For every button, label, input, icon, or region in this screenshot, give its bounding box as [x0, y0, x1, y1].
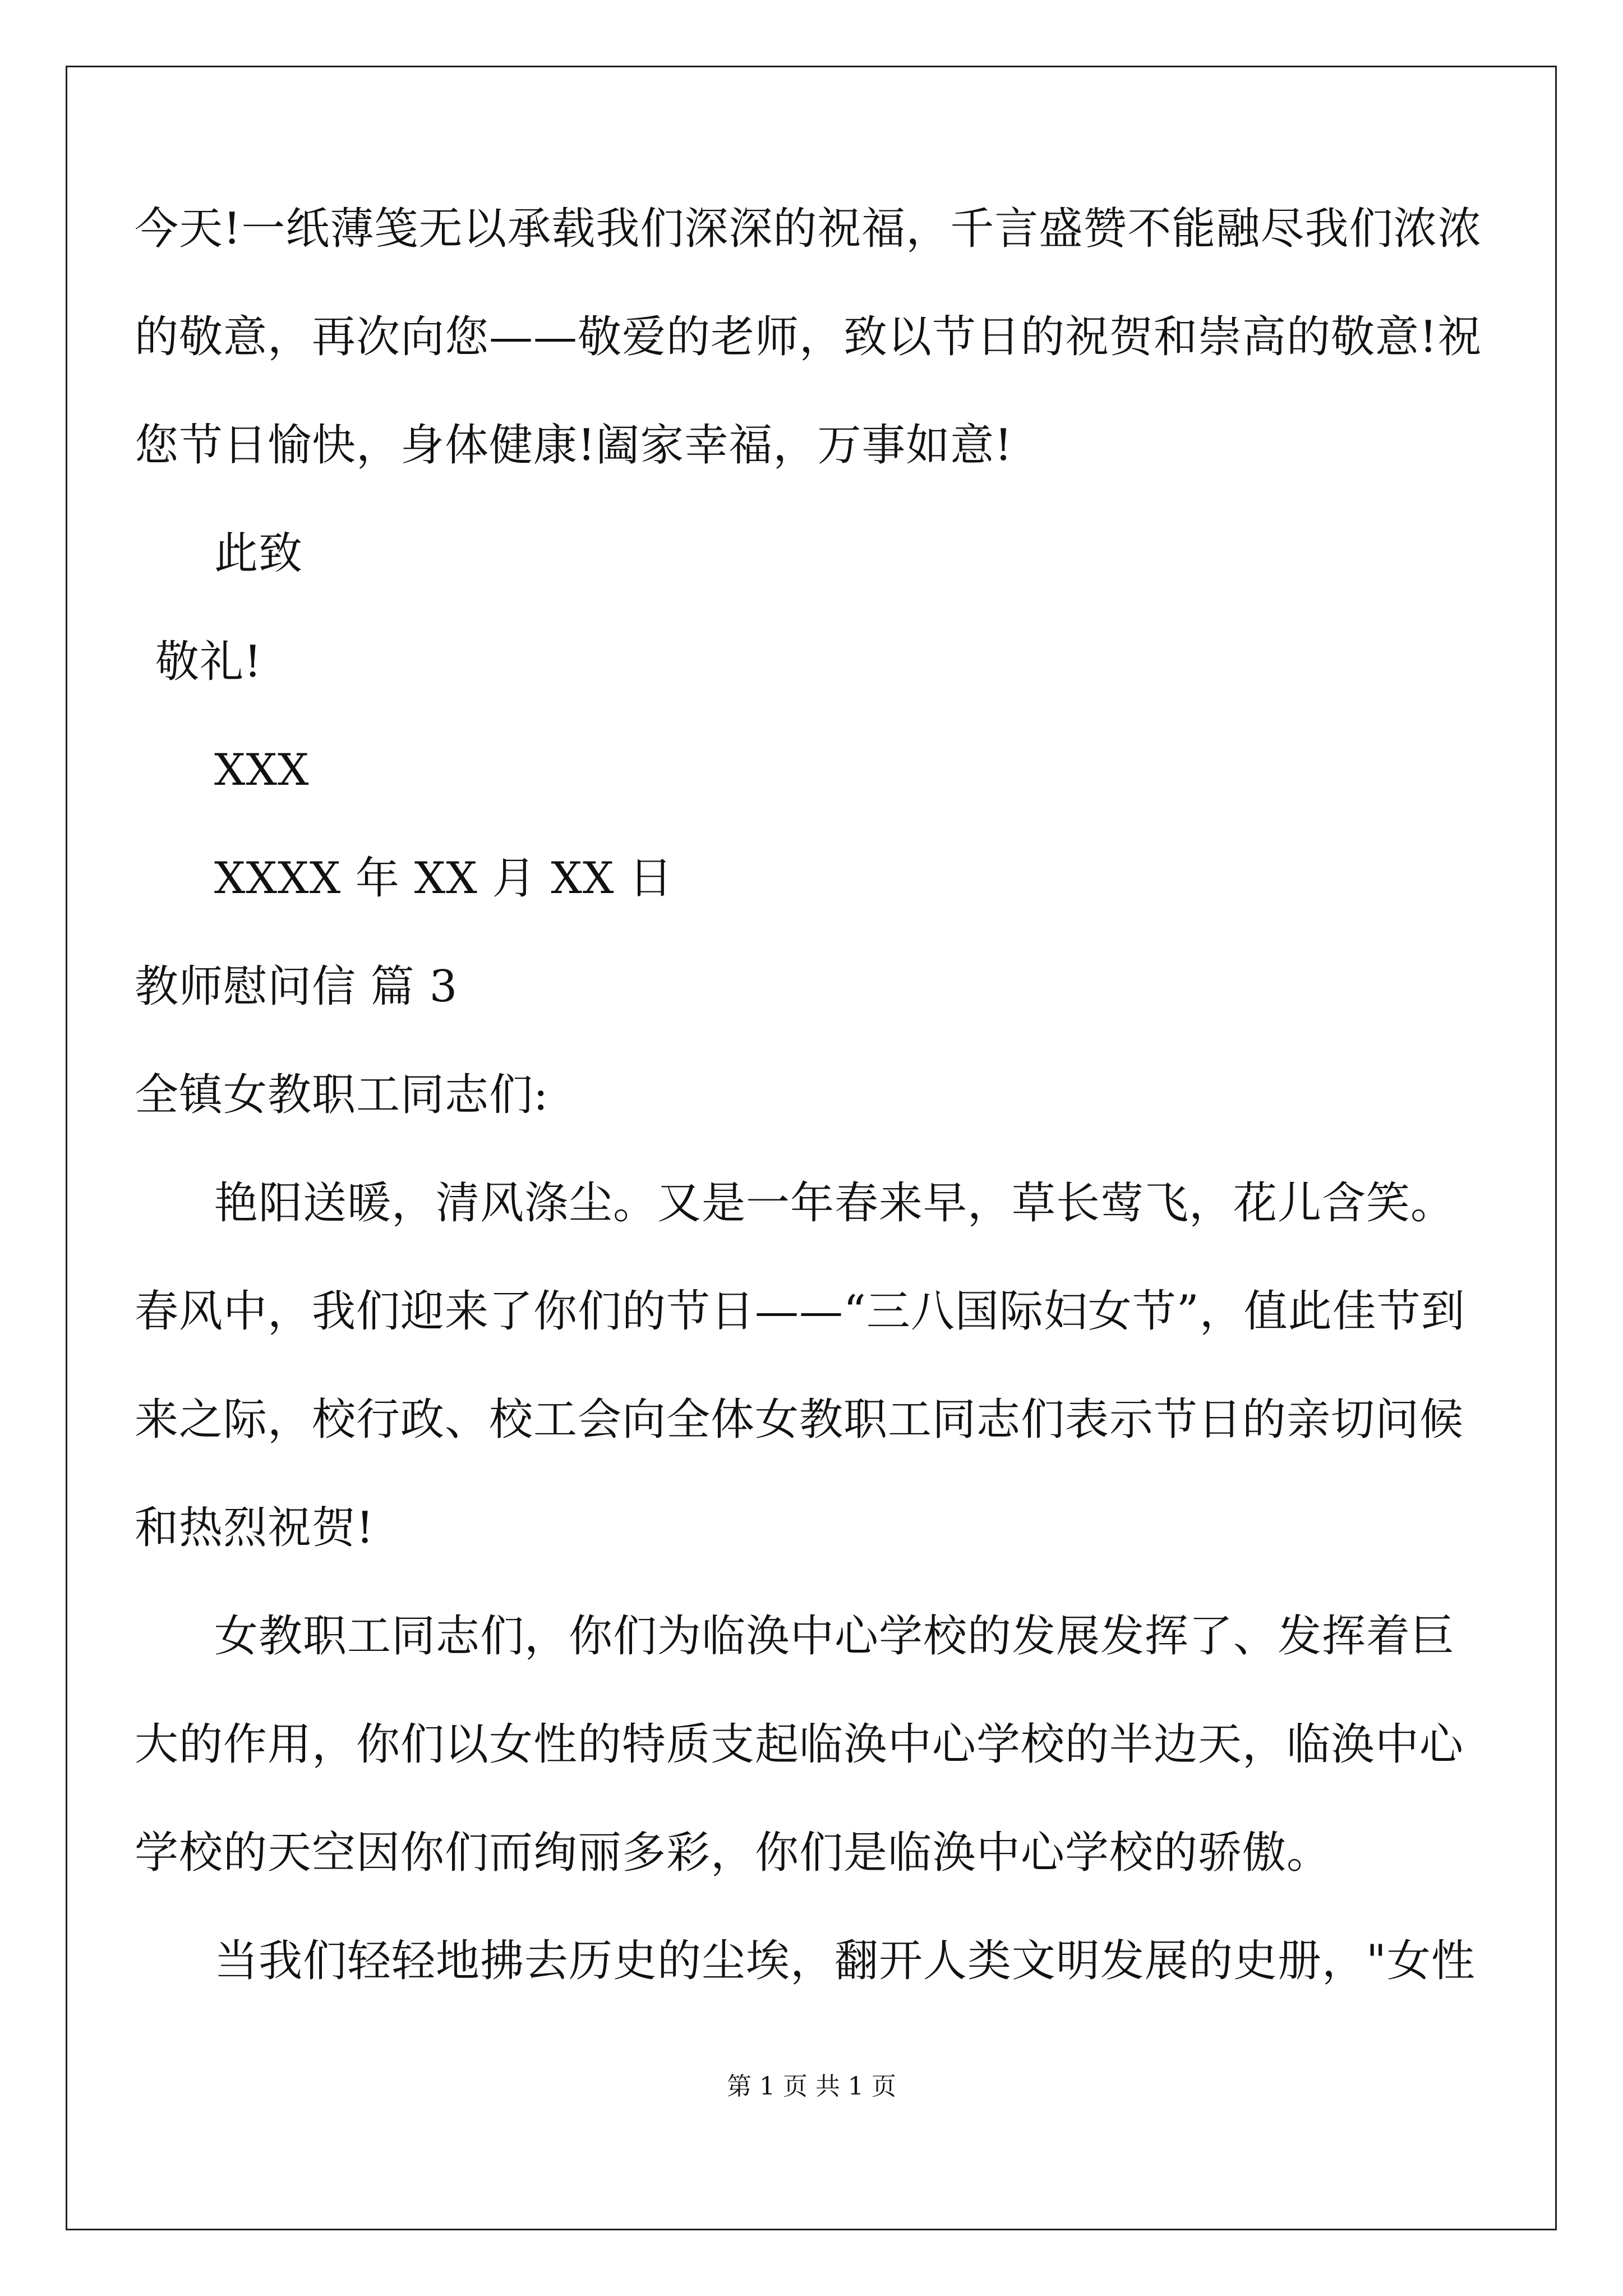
page-border [66, 66, 1557, 2230]
paragraph-line: 艳阳送暖，清风涤尘。又是一年春来早，草长莺飞，花儿含笑。 [214, 1178, 1455, 1228]
paragraph-line: 学校的天空因你们而绚丽多彩，你们是临涣中心学校的骄傲。 [135, 1828, 1331, 1878]
section-heading: 教师慰问信 篇 3 [135, 961, 458, 1012]
paragraph-line: 当我们轻轻地拂去历史的尘埃，翻开人类文明发展的史册，"女性 [214, 1936, 1476, 1986]
page-footer: 第 1 页 共 1 页 [727, 2072, 896, 2101]
paragraph-line: 大的作用，你们以女性的特质支起临涣中心学校的半边天，临涣中心 [135, 1719, 1464, 1770]
paragraph-line: 的敬意，再次向您——敬爱的老师，致以节日的祝贺和崇高的敬意!祝 [135, 312, 1482, 362]
closing-salutation: 此致 [214, 528, 303, 579]
paragraph-line: 今天!一纸薄笺无以承载我们深深的祝福，千言盛赞不能融尽我们浓浓 [135, 204, 1482, 254]
paragraph-line: 来之际，校行政、校工会向全体女教职工同志们表示节日的亲切问候 [135, 1395, 1464, 1445]
signature-date: XXXX 年 XX 月 XX 日 [214, 853, 674, 904]
paragraph-line: 春风中，我们迎来了你们的节日——“三八国际妇女节”，值此佳节到 [135, 1286, 1465, 1337]
signature-name: XXX [214, 745, 310, 795]
closing-regards: 敬礼! [155, 637, 262, 687]
paragraph-line: 和热烈祝贺! [135, 1503, 375, 1553]
paragraph-line: 女教职工同志们，你们为临涣中心学校的发展发挥了、发挥着巨 [214, 1611, 1455, 1662]
letter-greeting: 全镇女教职工同志们: [135, 1070, 549, 1120]
paragraph-line: 您节日愉快，身体健康!阖家幸福，万事如意! [135, 420, 1013, 471]
